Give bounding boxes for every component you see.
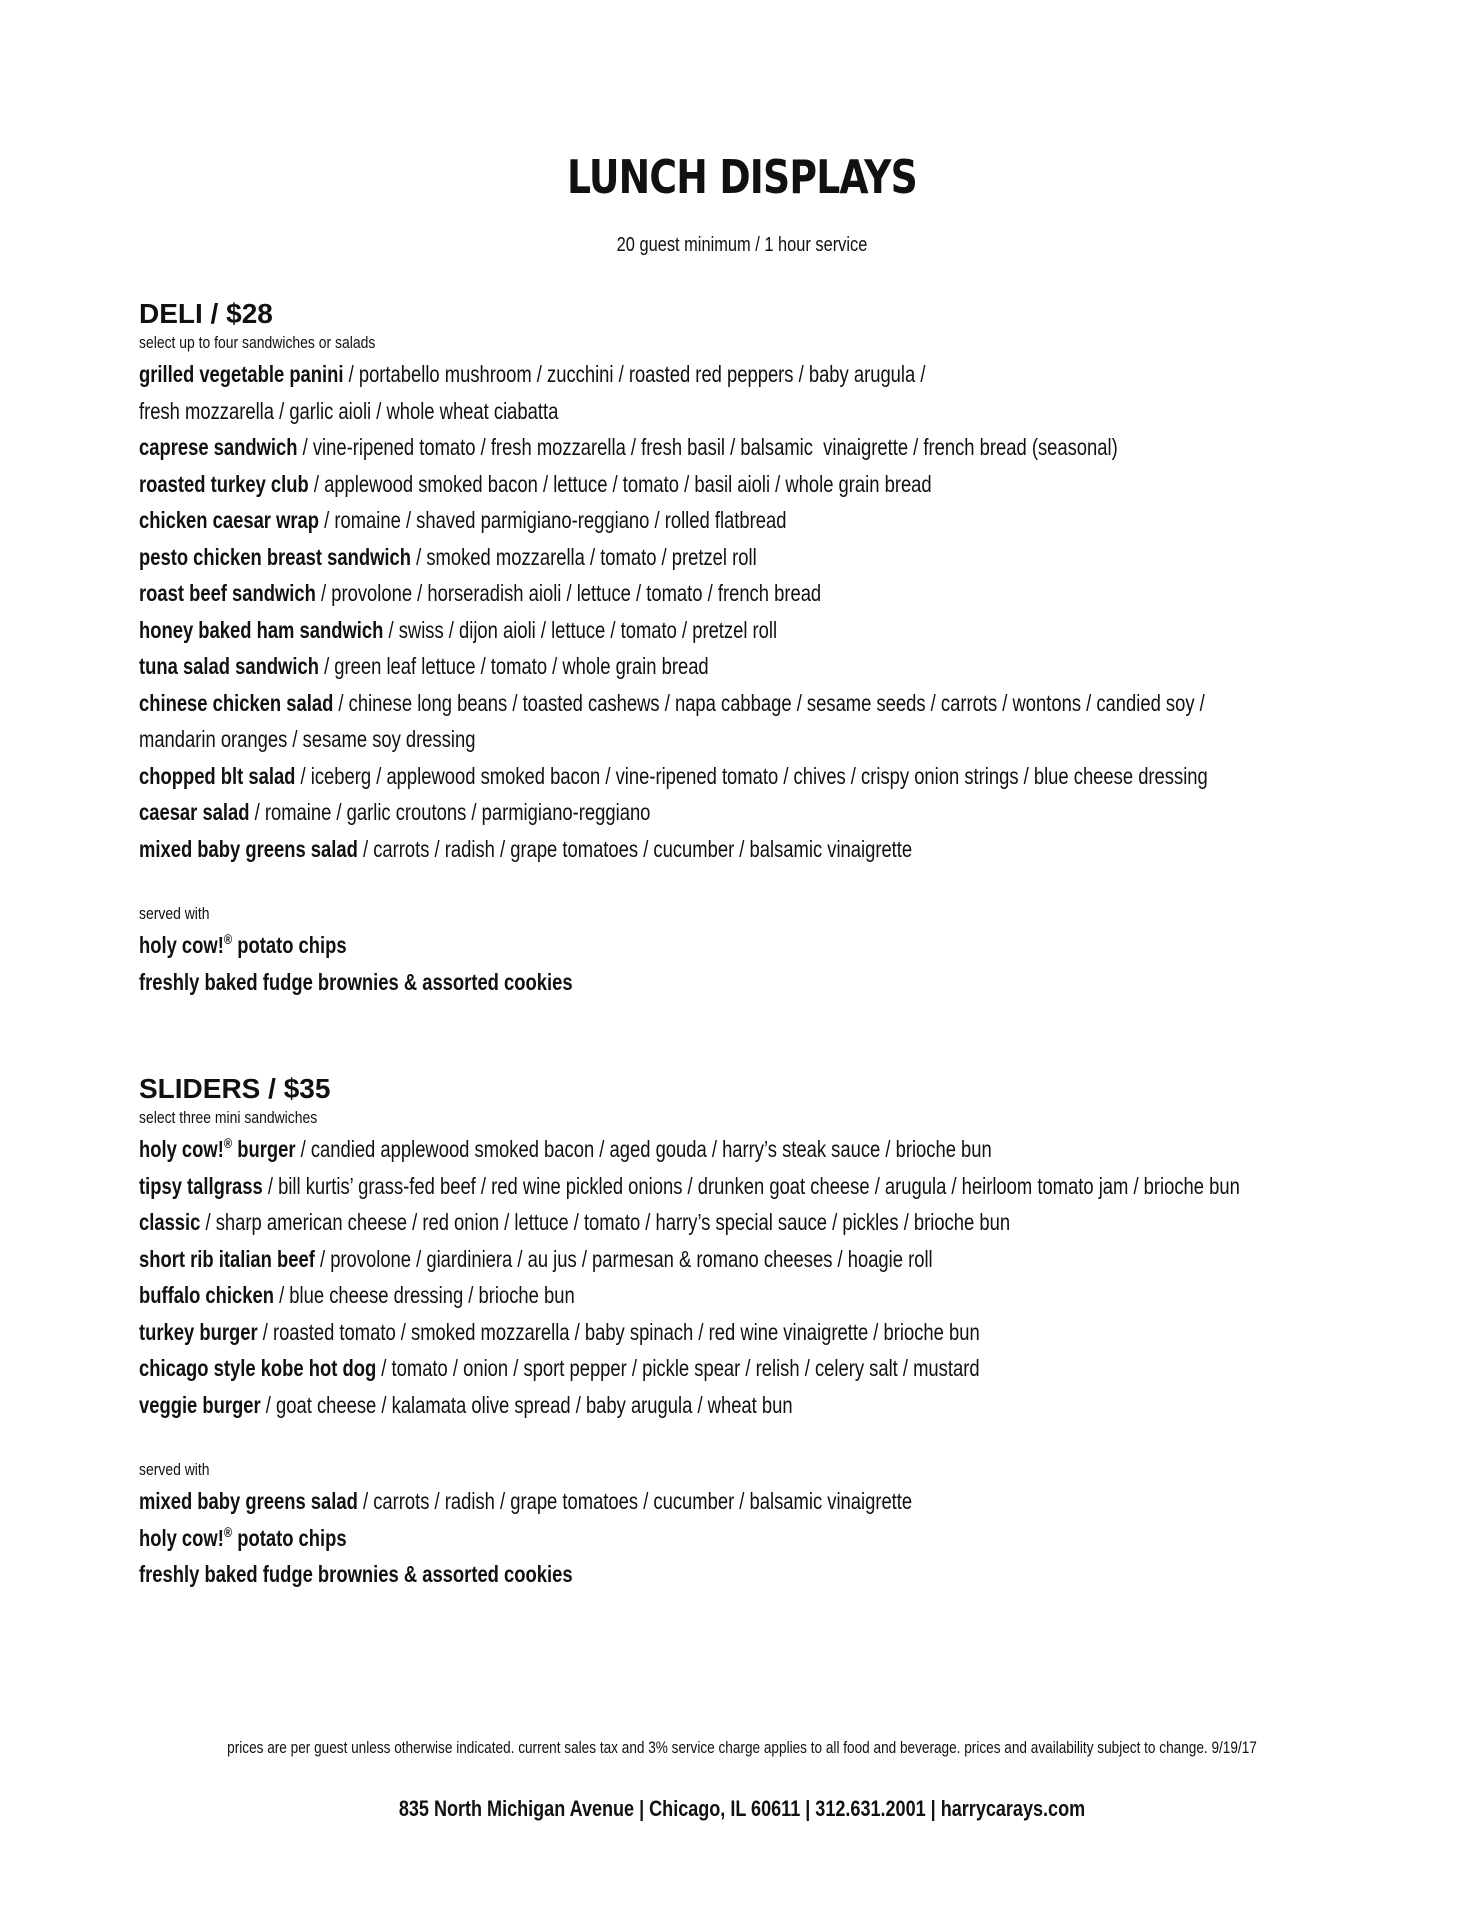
menu-item [139,794,1389,831]
menu-item [139,393,1389,430]
menu-item-description: / chinese long beans / toasted cashews / napa cabbage / sesame seeds / carrots / wontons / candied soy / [333,689,1205,716]
menu-item-name: buffalo chicken [139,1282,274,1308]
menu-item-description: fresh mozzarella / garlic aioli / whole wheat ciabatta [139,397,559,424]
menu-item-name-suffix: potato chips [232,1524,347,1551]
page-title: LUNCH DISPLAYS [566,150,918,204]
menu-item-name: chicago style kobe hot dog [139,1355,377,1381]
menu-item-name: honey baked ham sandwich [139,616,384,643]
menu-item [139,502,1389,539]
menu-item [139,831,1389,868]
menu-item-description: / portabello mushroom / zucchini / roasted red peppers / baby arugula / [343,361,926,387]
sliders-served-with [139,1457,1389,1593]
menu-item-description: / applewood smoked bacon / lettuce / tomato / basil aioli / whole grain bread [308,470,932,497]
menu-item [139,685,1389,722]
sliders-note: select three mini sandwiches [139,1108,318,1127]
menu-item-description: / blue cheese dressing / brioche bun [273,1282,575,1308]
menu-item-description: / romaine / shaved parmigiano-reggiano / rolled flatbread [319,507,787,533]
menu-item [139,466,1389,503]
menu-item-name: holy cow! [139,1524,224,1551]
registered-mark: ® [223,1135,233,1151]
menu-item-description: / carrots / radish / grape tomatoes / cucumber / balsamic vinaigrette [357,1488,913,1514]
menu-item-name: tipsy tallgrass [139,1172,263,1199]
deli-title: DELI / $28 [139,298,273,329]
sliders-title: SLIDERS / $35 [139,1073,331,1104]
menu-item-description: mandarin oranges / sesame soy dressing [139,726,476,752]
menu-item-description: / romaine / garlic croutons / parmigiano-reggiano [249,799,651,825]
deli-served-with [139,901,1389,1000]
menu-item [139,758,1389,795]
menu-item [139,1204,1389,1241]
menu-item [139,1556,1389,1593]
menu-item-name: holy cow! [139,1136,224,1162]
menu-item [139,575,1389,612]
deli-section [139,296,1389,1000]
menu-item-description: / candied applewood smoked bacon / aged gouda / harry’s steak sauce / brioche bun [295,1136,992,1162]
menu-item-description: / sharp american cheese / red onion / lettuce / tomato / harry’s special sauce / pickles / brioche bun [200,1209,1011,1235]
footer-address: 835 North Michigan Avenue | Chicago, IL 60611 | 312.631.2001 | harrycarays.com [398,1796,1086,1821]
menu-item-name: chinese chicken salad [139,689,334,716]
menu-item-name: chicken caesar wrap [139,507,320,533]
menu-item-name: holy cow! [139,932,224,958]
menu-item-description: / goat cheese / kalamata olive spread / baby arugula / wheat bun [260,1391,793,1418]
menu-item-name: pesto chicken breast sandwich [139,543,412,570]
menu-item-description: / iceberg / applewood smoked bacon / vine-ripened tomato / chives / crispy onion strings / blue cheese dressing [295,762,1208,789]
menu-item [139,1314,1389,1351]
menu-item-description: / carrots / radish / grape tomatoes / cucumber / balsamic vinaigrette [357,835,913,862]
menu-item [139,1483,1389,1520]
menu-item-name: chopped blt salad [139,762,296,789]
menu-item-description: / bill kurtis’ grass-fed beef / red wine pickled onions / drunken goat cheese / arugula / heirloom tomato jam / brioche bun [262,1172,1240,1199]
sliders-section [139,1071,1389,1593]
registered-mark: ® [223,1523,233,1540]
menu-item [139,429,1389,466]
menu-item [139,1241,1389,1278]
menu-item-name: freshly baked fudge brownies & assorted cookies [139,968,573,995]
menu-item [139,1520,1389,1557]
page-subtitle: 20 guest minimum / 1 hour service [616,234,868,256]
menu-item-description: / provolone / horseradish aioli / lettuce / tomato / french bread [315,580,822,606]
menu-item-description: / green leaf lettuce / tomato / whole grain bread [318,653,709,679]
menu-item [139,648,1389,685]
menu-item-description: / roasted tomato / smoked mozzarella / baby spinach / red wine vinaigrette / brioche bun [257,1318,980,1345]
menu-item-description: / vine-ripened tomato / fresh mozzarella / fresh basil / balsamic vinaigrette / french bread (seasonal) [297,434,1118,460]
deli-note: select up to four sandwiches or salads [139,333,376,352]
menu-item-name: caprese sandwich [139,434,298,460]
menu-item [139,612,1389,649]
served-with-label: served with [139,904,210,923]
sliders-item-list [139,1131,1389,1423]
deli-served-list [139,927,1389,1000]
menu-item-description: / swiss / dijon aioli / lettuce / tomato / pretzel roll [383,616,778,643]
menu-item-name: mixed baby greens salad [139,1488,358,1514]
menu-item-name: short rib italian beef [139,1245,315,1272]
menu-item-name-suffix: potato chips [232,932,347,958]
menu-item-description: / tomato / onion / sport pepper / pickle spear / relish / celery salt / mustard [376,1355,980,1381]
menu-item-name: caesar salad [139,799,250,825]
menu-item-name: grilled vegetable panini [139,361,344,387]
menu-item [139,1131,1389,1168]
menu-item-name: freshly baked fudge brownies & assorted cookies [139,1561,573,1587]
menu-item [139,1168,1389,1205]
menu-item-name: turkey burger [139,1318,258,1345]
menu-item [139,539,1389,576]
served-with-label: served with [139,1460,210,1479]
footer-disclaimer: prices are per guest unless otherwise indicated. current sales tax and 3% service charge applies to all food and beverage. prices and availability subject to change. 9/19/17 [227,1738,1257,1757]
menu-item-name: classic [139,1209,201,1235]
menu-item-name-suffix: burger [232,1136,296,1162]
menu-item [139,1350,1389,1387]
menu-item [139,1387,1389,1424]
menu-item-description: / provolone / giardiniera / au jus / parmesan & romano cheeses / hoagie roll [314,1245,933,1272]
menu-item-name: mixed baby greens salad [139,835,358,862]
menu-item [139,721,1389,758]
menu-item-name: tuna salad sandwich [139,653,319,679]
registered-mark: ® [223,931,233,947]
menu-item [139,356,1389,393]
menu-item-name: roast beef sandwich [139,580,316,606]
menu-item-description: / smoked mozzarella / tomato / pretzel roll [411,543,757,570]
menu-item [139,1277,1389,1314]
menu-item-name: veggie burger [139,1391,261,1418]
menu-item-name: roasted turkey club [139,470,309,497]
menu-item [139,964,1389,1001]
sliders-served-list [139,1483,1389,1593]
menu-item [139,927,1389,964]
deli-item-list [139,356,1389,867]
